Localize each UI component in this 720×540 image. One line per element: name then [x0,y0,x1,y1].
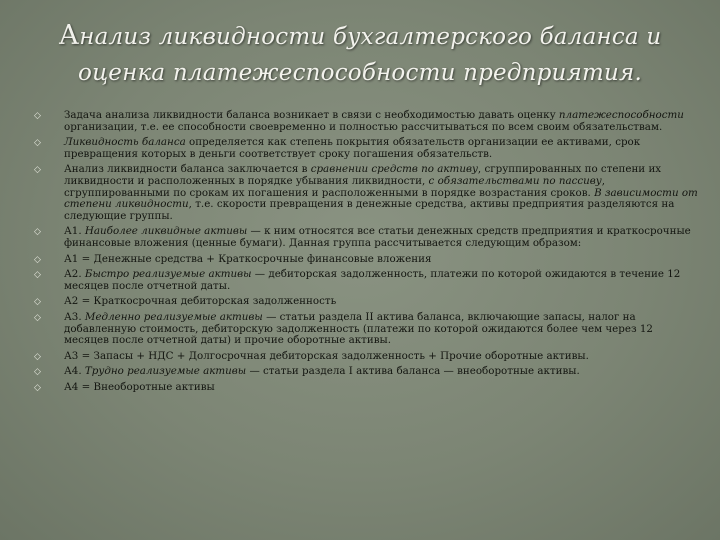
hollow-diamond-bullet-icon: ◇ [34,111,41,121]
hollow-diamond-bullet-icon: ◇ [34,254,41,265]
bullet-emphasis: В зависимости от степени ликвидности [64,186,698,211]
bullet-emphasis: с обязательствами по пассиву [428,174,602,187]
hollow-diamond-bullet-icon: ◇ [34,138,41,149]
hollow-diamond-bullet-icon: ◇ [34,351,41,362]
bullet-list [34,110,700,397]
bullet-emphasis: сравнении средств по активу [310,163,478,176]
bullet-text: — статьи раздела I актива баланса — внеоборотные активы. [246,365,580,378]
bullet-emphasis: Медленно реализуемые активы [84,310,263,323]
bullet-item [34,137,700,160]
bullet-emphasis: Наиболее ликвидные активы [84,225,248,238]
bullet-text: — статьи раздела II актива баланса, включающие запасы, налог на добавленную стоимость, дебиторскую задолженность (платежи по которой ожидаются более чем через 12 месяцев после отчетной даты) и прочие оборотные активы. [64,310,653,347]
bullet-item [34,296,700,308]
bullet-emphasis: платежеспособности [558,109,684,121]
bullet-text: организации, т.е. ее способности своевременно и полностью рассчитываться по всем своим обязательствам. [64,120,663,133]
bullet-text: — дебиторская задолженность, платежи по которой ожидаются в течение 12 месяцев после отчетной даты. [64,268,681,292]
bullet-item [34,254,700,266]
bullet-text: А1 = Денежные средства + Краткосрочные финансовые вложения [64,252,432,265]
slide-title-line1: нализ ликвидности бухгалтерского баланса и [79,24,662,50]
bullet-text: А3 = Запасы + НДС + Долгосрочная дебиторская задолженность + Прочие оборотные активы. [64,349,589,362]
slide-title-line2: оценка платежеспособности предприятия. [78,60,642,86]
bullet-text: А2. [64,268,85,281]
bullet-item [34,351,700,363]
bullet-item [34,312,700,347]
hollow-diamond-bullet-icon: ◇ [34,165,41,176]
bullet-text: , сгруппированными по срокам их погашения и расположенными в порядке возрастания сроков. [64,174,606,199]
bullet-text: Анализ ликвидности баланса заключается в [64,163,311,176]
hollow-diamond-bullet-icon: ◇ [34,312,41,323]
bullet-text: А1. [64,225,85,238]
hollow-diamond-bullet-icon: ◇ [34,270,41,281]
bullet-emphasis: Трудно реализуемые активы [84,365,247,378]
hollow-diamond-bullet-icon: ◇ [34,382,41,393]
bullet-text: определяется как степень покрытия обязательств организации ее активами, срок превращения которых в деньги соответствует сроку погашения обязательств. [64,136,641,160]
slide-title [20,18,700,91]
bullet-text: А3. [64,310,85,323]
bullet-item [34,382,700,394]
bullet-item [34,366,700,378]
hollow-diamond-bullet-icon: ◇ [34,367,41,378]
bullet-item [34,269,700,292]
bullet-text: — к ним относятся все статьи денежных средств предприятия и краткосрочные финансовые вложения (ценные бумаги). Данная группа рассчитывается следующим образом: [64,225,691,249]
bullet-emphasis: Ликвидность баланса [64,136,186,149]
bullet-item [34,110,700,133]
slide-title-initial: А [58,20,80,51]
bullet-text: А2 = Краткосрочная дебиторская задолженность [64,295,337,308]
hollow-diamond-bullet-icon: ◇ [34,297,41,308]
bullet-item [34,164,700,222]
bullet-text: А4. [64,365,85,378]
bullet-emphasis: Быстро реализуемые активы [84,268,252,281]
hollow-diamond-bullet-icon: ◇ [34,227,41,238]
bullet-item [34,226,700,249]
bullet-text: Задача анализа ликвидности баланса возникает в связи с необходимостью давать оценку [64,109,559,121]
bullet-text: А4 = Внеоборотные активы [64,380,215,393]
bullet-text: , т.е. скорости превращения в денежные средства, активы предприятия разделяются на следующие группы. [64,198,675,222]
bullet-text: , сгруппированных по степени их ликвидности и расположенных в порядке убывания ликвидности, [64,163,662,187]
